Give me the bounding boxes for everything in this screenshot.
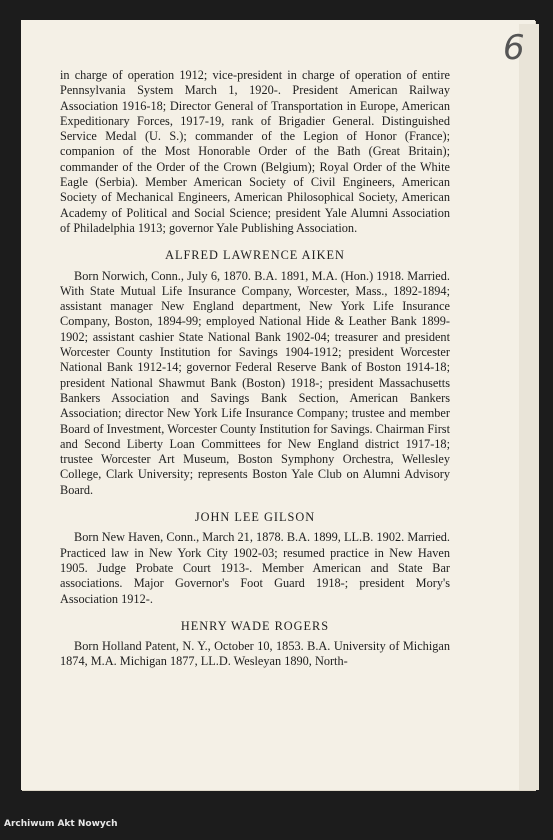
entry-bio-rogers: Born Holland Patent, N. Y., October 10, 1853. B.A. University of Michigan 1874, M.A. Michigan 1877, LL.D. Wesleyan 1890, North- — [60, 639, 450, 669]
entry-heading-aiken: ALFRED LAWRENCE AIKEN — [165, 248, 345, 263]
page-number-handwritten: 6 — [503, 28, 525, 68]
document-body — [60, 68, 450, 670]
intro-paragraph: in charge of operation 1912; vice-president in charge of operation of entire Pennsylvania System March 1, 1920-. President American Railway Association 1916-18; Director General of Transportation in Europe, American Expeditionary Forces, 1917-19, rank of Brigadier General. Distinguished Service Medal (U. S.); commander of the Legion of Honor (France); companion of the Most Honorable Order of the Bath (Great Britain); commander of the Order of the Crown (Belgium); Royal Order of the White Eagle (Serbia). Member American Society of Civil Engineers, American Society of Mechanical Engineers, American Philosophical Society, American Academy of Political and Social Science; president Yale Alumni Association of Philadelphia 1913; governor Yale Publishing Association. — [60, 68, 450, 235]
entry-bio-aiken: Born Norwich, Conn., July 6, 1870. B.A. 1891, M.A. (Hon.) 1918. Married. With State Mutual Life Insurance Company, Worcester, Mass., 1892-1894; assistant manager New England department, New York Life Insurance Company, Boston, 1894-99; employed National Hide & Leather Bank 1899-1902; assistant cashier State National Bank 1902-04; treasurer and president Worcester County Institution for Savings 1904-1912; president Worcester National Bank 1912-14; governor Federal Reserve Bank of Boston 1914-18; president National Shawmut Bank (Boston) 1918-; president Massachusetts Bankers Association and Savings Bank Section, American Bankers Association; director New York Life Insurance Company; trustee and member Board of Investment, Worcester County Institution for Savings. Chairman First and Second Liberty Loan Committees for New England district 1917-18; trustee Worcester Art Museum, Boston Symphony Orchestra, Wellesley College, Clark University; represents Boston Yale Club on Alumni Advisory Board. — [60, 268, 450, 497]
page-edge — [519, 24, 539, 790]
entry-bio-gilson: Born New Haven, Conn., March 21, 1878. B.A. 1899, LL.B. 1902. Married. Practiced law in New York City 1902-03; resumed practice in New Haven 1905. Judge Probate Court 1913-. Member American and State Bar associations. Major Governor's Foot Guard 1918-; president Mory's Association 1912-. — [60, 530, 450, 606]
entry-heading-gilson: JOHN LEE GILSON — [194, 510, 316, 525]
entry-heading-rogers: HENRY WADE ROGERS — [180, 618, 330, 633]
archive-footer-label: Archiwum Akt Nowych — [4, 819, 118, 829]
